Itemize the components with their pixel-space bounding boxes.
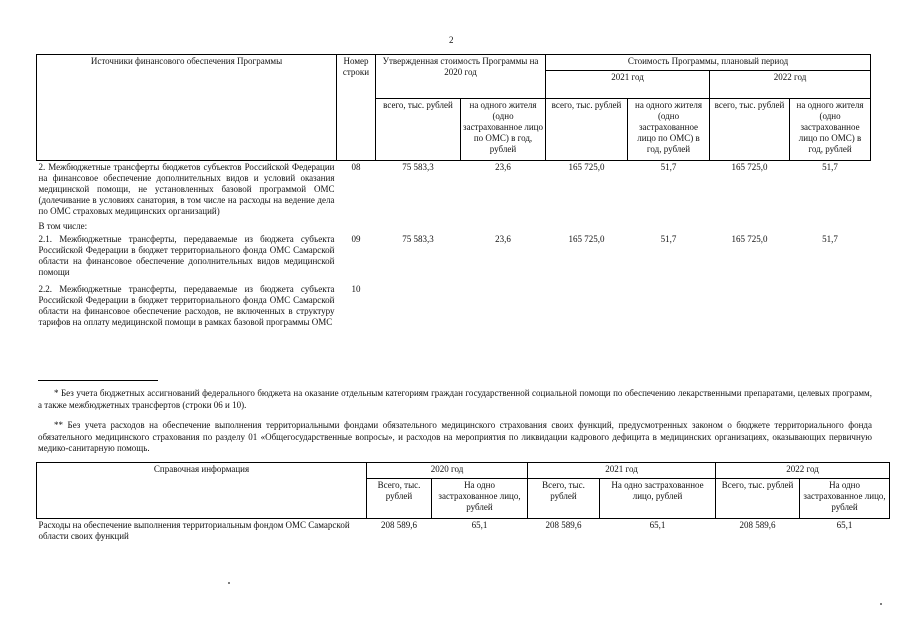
cell-2021-total: 165 725,0 <box>568 162 605 172</box>
cell-2020-per-capita: 23,6 <box>495 234 511 244</box>
cell-ref-2022-per-insured: 65,1 <box>836 520 853 530</box>
page-number: 2 <box>449 35 454 45</box>
row-number <box>337 218 376 233</box>
header-total-2021: всего, тыс. рублей <box>546 99 628 161</box>
header-approved-2020: Утвержденная стоимость Программы на 2020 год <box>376 55 546 99</box>
header-ref-2021: 2021 год <box>528 463 716 479</box>
header-year-2021: 2021 год <box>546 71 710 99</box>
table-row <box>37 279 871 329</box>
cell-2022-per-capita: 51,7 <box>822 234 838 244</box>
header-total-2020: всего, тыс. рублей <box>376 99 461 161</box>
header-ref-total-2021: Всего, тыс. рублей <box>528 479 600 519</box>
header-per-capita-2021: на одного жителя (одно застрахованное лицо по ОМС) в год, рублей <box>628 99 710 161</box>
cell-2020-total: 75 583,3 <box>402 234 434 244</box>
cell-2022-total: 165 725,0 <box>731 162 768 172</box>
header-ref-total-2022: Всего, тыс. рублей <box>716 479 800 519</box>
row-name: В том числе: <box>38 221 88 231</box>
cell-ref-2020-total: 208 589,6 <box>381 520 417 530</box>
footnote-1: * Без учета бюджетных ассигнований федерального бюджета на оказание отдельным категориям граждан государственной социальной помощи по обеспечению лекарственными препаратами, целевых программ, а также межбюджетных трансфертов (строки 06 и 10). <box>38 388 872 410</box>
cell-2021-per-capita: 51,7 <box>660 234 677 244</box>
header-total-2022: всего, тыс. рублей <box>710 99 790 161</box>
header-ref-per-insured-2022: На одно застрахованное лицо, рублей <box>800 479 890 519</box>
row-name: 2.1. Межбюджетные трансферты, передаваемые из бюджета субъекта Российской Федерации в бюджет территориального фонда ОМС Самарской области на финансовое обеспечение дополнительных видов медицинской помощи <box>38 234 335 277</box>
header-row-number: Номер строки <box>337 55 376 161</box>
header-year-2022: 2022 год <box>710 71 871 99</box>
header-ref-per-insured-2021: На одно застрахованное лицо, рублей <box>600 479 716 519</box>
scan-speck <box>228 582 230 584</box>
cell-ref-2021-per-insured: 65,1 <box>649 520 666 530</box>
cell-2021-per-capita: 51,7 <box>660 162 677 172</box>
header-planned-period: Стоимость Программы, плановый период <box>546 55 871 71</box>
header-per-capita-2022: на одного жителя (одно застрахованное лицо по ОМС) в год, рублей <box>790 99 871 161</box>
program-cost-table <box>36 54 871 329</box>
reference-info-table <box>36 462 890 543</box>
row-name: 2. Межбюджетные трансферты бюджетов субъектов Российской Федерации на финансовое обеспечение дополнительных видов и условий оказания медицинской помощи, не установленных базовой программой ОМС (долечивание в условиях санатория, в том числе на расходы на ведение дела по ОМС страховых медицинских организаций) <box>38 162 335 216</box>
row-number: 09 <box>351 234 361 244</box>
row-number: 10 <box>351 284 361 294</box>
header-per-capita-2020: на одного жителя (одно застрахованное лицо по ОМС) в год, рублей <box>461 99 546 161</box>
header-ref-2022: 2022 год <box>716 463 890 479</box>
cell-2022-total: 165 725,0 <box>731 234 768 244</box>
header-sources: Источники финансового обеспечения Программы <box>37 55 337 161</box>
cell-2020-per-capita: 23,6 <box>495 162 511 172</box>
table-row <box>37 161 871 219</box>
footnote-separator <box>38 380 158 381</box>
header-ref-per-insured-2020: На одно застрахованное лицо, рублей <box>432 479 528 519</box>
header-ref-2020: 2020 год <box>367 463 528 479</box>
row-name: 2.2. Межбюджетные трансферты, передаваемые из бюджета субъекта Российской Федерации в бюджет территориального фонда ОМС Самарской области на финансовое обеспечение расходов, не включенных в структуру тарифов на оплату медицинской помощи в рамках базовой программы ОМС <box>38 284 335 327</box>
header-ref-total-2020: Всего, тыс. рублей <box>367 479 432 519</box>
table-row <box>37 233 871 279</box>
footnote-2: ** Без учета расходов на обеспечение выполнения территориальными фондами обязательного медицинского страхования своих функций, предусмотренных законом о бюджете территориального фонда обязательного медицинского страхования по разделу 01 «Общегосударственные вопросы», и расходов на мероприятия по ликвидации кадрового дефицита в медицинских организациях, оказывающих первичную медико-санитарную помощь. <box>38 420 872 453</box>
row-number: 08 <box>351 162 361 172</box>
table-row <box>37 519 890 544</box>
cell-ref-2022-total: 208 589,6 <box>739 520 776 530</box>
table-row <box>37 218 871 233</box>
cell-2020-total: 75 583,3 <box>402 162 434 172</box>
cell-2022-per-capita: 51,7 <box>822 162 838 172</box>
row-name: Расходы на обеспечение выполнения территориальным фондом ОМС Самарской области своих функций <box>38 520 350 541</box>
cell-ref-2021-total: 208 589,6 <box>545 520 582 530</box>
cell-ref-2020-per-insured: 65,1 <box>471 520 488 530</box>
scan-speck <box>880 603 882 605</box>
cell-2021-total: 165 725,0 <box>568 234 605 244</box>
header-reference-info: Справочная информация <box>37 463 367 519</box>
